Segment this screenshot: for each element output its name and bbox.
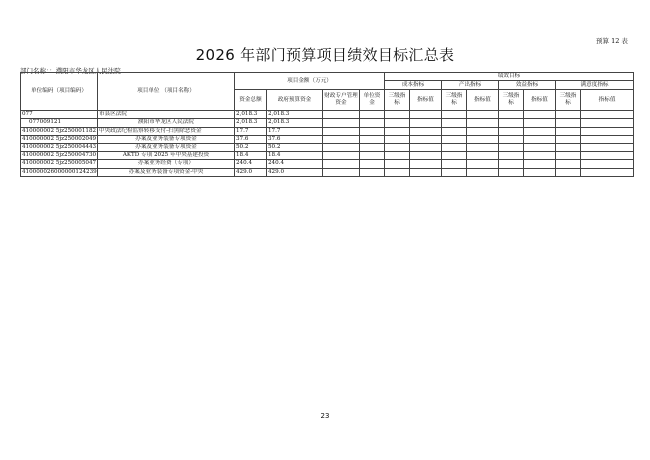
cell-gov-budget: 2,018.3 <box>267 119 323 127</box>
form-number: 预算 12 表 <box>596 37 628 45</box>
header-output-value: 指标值 <box>467 90 499 111</box>
cell-gov-budget: 37.6 <box>267 135 323 143</box>
cell-empty <box>581 152 634 160</box>
page-title: 2026 年部门预算项目绩效目标汇总表 <box>195 46 455 64</box>
cell-name: 办案业务经费（专项） <box>98 160 235 168</box>
header-unit-funds: 单位资金 <box>360 90 385 111</box>
cell-empty <box>442 119 467 127</box>
cell-empty <box>499 127 524 135</box>
cell-total: 429.0 <box>235 168 267 176</box>
cell-empty <box>467 127 499 135</box>
cell-empty <box>556 160 581 168</box>
cell-name: 市县区法院 <box>98 111 235 119</box>
cell-name: 办案及业务装备专项资金 <box>98 144 235 152</box>
header-cost-value: 指标值 <box>410 90 442 111</box>
cell-empty <box>385 135 410 143</box>
header-output: 产出指标 <box>442 81 499 90</box>
cell-empty <box>385 111 410 119</box>
cell-gov-budget: 2,018.3 <box>267 111 323 119</box>
cell-empty <box>323 111 360 119</box>
cell-empty <box>410 168 442 176</box>
table-row <box>21 168 634 176</box>
cell-empty <box>581 111 634 119</box>
cell-name: 中央政法纪检监察转移支付-扫黑除恶资金 <box>98 127 235 135</box>
cell-empty <box>323 168 360 176</box>
cell-empty <box>524 127 556 135</box>
cell-empty <box>556 127 581 135</box>
cell-empty <box>385 127 410 135</box>
cell-empty <box>467 152 499 160</box>
header-unit-code: 单位编码（项目编码） <box>21 73 98 111</box>
header-satisfaction: 满意度指标 <box>556 81 634 90</box>
table-row <box>21 127 634 135</box>
cell-code: 077 <box>21 111 98 119</box>
cell-empty <box>410 135 442 143</box>
cell-empty <box>524 144 556 152</box>
cell-empty <box>442 152 467 160</box>
cell-name: 办案及业务装备专项资金-中央 <box>98 168 235 176</box>
cell-empty <box>323 119 360 127</box>
cell-empty <box>499 119 524 127</box>
cell-total: 18.4 <box>235 152 267 160</box>
header-unit-name: 项目单位 （项目名称） <box>98 73 235 111</box>
cell-name: 办案及业务装备专项资金 <box>98 135 235 143</box>
cell-gov-budget: 429.0 <box>267 168 323 176</box>
cell-empty <box>581 135 634 143</box>
cell-empty <box>581 144 634 152</box>
page-number: 23 <box>320 412 330 420</box>
cell-empty <box>385 160 410 168</box>
cell-empty <box>323 152 360 160</box>
cell-empty <box>323 135 360 143</box>
cell-empty <box>499 144 524 152</box>
cell-code: 077009121 <box>21 119 98 127</box>
cell-empty <box>360 152 385 160</box>
cell-empty <box>360 160 385 168</box>
cell-total: 37.6 <box>235 135 267 143</box>
cell-empty <box>524 168 556 176</box>
cell-empty <box>581 127 634 135</box>
cell-empty <box>499 160 524 168</box>
cell-code: 410000002 5jz250004443 <box>22 144 97 151</box>
cell-empty <box>467 119 499 127</box>
cell-gov-budget: 17.7 <box>267 127 323 135</box>
cell-empty <box>556 135 581 143</box>
cell-empty <box>385 119 410 127</box>
cell-empty <box>360 144 385 152</box>
cell-empty <box>360 119 385 127</box>
cell-empty <box>499 111 524 119</box>
table-row <box>21 111 634 119</box>
cell-empty <box>442 160 467 168</box>
cell-empty <box>467 160 499 168</box>
header-satisfaction-value: 指标值 <box>581 90 634 111</box>
cell-gov-budget: 18.4 <box>267 152 323 160</box>
cell-empty <box>410 152 442 160</box>
cell-empty <box>323 160 360 168</box>
cell-empty <box>499 152 524 160</box>
cell-empty <box>442 111 467 119</box>
cell-empty <box>524 152 556 160</box>
cell-name: AKTD 专项 2025 年中央基建投资 <box>98 152 235 160</box>
cell-code: 410000002 5jz250001182 <box>22 127 97 134</box>
header-satisfaction-level3: 三级指标 <box>556 90 581 111</box>
cell-empty <box>499 135 524 143</box>
cell-total: 2,018.3 <box>235 111 267 119</box>
cell-total: 50.2 <box>235 144 267 152</box>
cell-total: 2,018.3 <box>235 119 267 127</box>
header-cost: 成本指标 <box>385 81 442 90</box>
header-effect-value: 指标值 <box>524 90 556 111</box>
cell-empty <box>442 135 467 143</box>
header-output-level3: 三级指标 <box>442 90 467 111</box>
header-effect-level3: 三级指标 <box>499 90 524 111</box>
cell-code: 410000002 5jz250005047 <box>22 160 97 167</box>
cell-empty <box>581 119 634 127</box>
cell-name: 濮阳市华龙区人民法院 <box>98 119 235 127</box>
cell-empty <box>556 168 581 176</box>
table-row <box>21 144 634 152</box>
cell-code: 410000026000000124239 <box>22 168 97 175</box>
table-row <box>21 135 634 143</box>
cell-empty <box>410 127 442 135</box>
cell-gov-budget: 50.2 <box>267 144 323 152</box>
cell-code: 410000002 5jz250004730 <box>22 152 97 159</box>
cell-empty <box>581 160 634 168</box>
cell-empty <box>410 111 442 119</box>
cell-empty <box>442 168 467 176</box>
table-row <box>21 119 634 127</box>
cell-code: 410000002 5jz250002049 <box>22 135 97 142</box>
cell-empty <box>556 111 581 119</box>
cell-empty <box>467 111 499 119</box>
cell-empty <box>360 127 385 135</box>
cell-empty <box>385 168 410 176</box>
cell-empty <box>442 127 467 135</box>
cell-empty <box>524 160 556 168</box>
header-performance-group: 绩效目标 <box>385 73 634 81</box>
cell-empty <box>385 144 410 152</box>
cell-empty <box>556 152 581 160</box>
cell-empty <box>360 168 385 176</box>
cell-empty <box>499 168 524 176</box>
table-row <box>21 160 634 168</box>
table-row <box>21 152 634 160</box>
cell-empty <box>410 144 442 152</box>
department-line: 部门名称：：濮阳市华龙区人民法院 <box>20 67 121 75</box>
cell-empty <box>467 135 499 143</box>
cell-empty <box>323 127 360 135</box>
cell-empty <box>556 119 581 127</box>
cell-empty <box>467 168 499 176</box>
header-effect: 效益指标 <box>499 81 556 90</box>
cell-empty <box>524 119 556 127</box>
performance-table <box>20 72 634 177</box>
header-special-fund: 财政专户管理资金 <box>323 90 360 111</box>
cell-empty <box>323 144 360 152</box>
table-body <box>21 111 634 177</box>
cell-empty <box>360 135 385 143</box>
header-amount-group: 项目金额（万元） <box>235 73 385 90</box>
header-total: 资金总额 <box>235 90 267 111</box>
cell-empty <box>524 135 556 143</box>
cell-empty <box>556 144 581 152</box>
cell-empty <box>385 152 410 160</box>
cell-empty <box>410 119 442 127</box>
cell-gov-budget: 240.4 <box>267 160 323 168</box>
cell-empty <box>581 168 634 176</box>
cell-total: 17.7 <box>235 127 267 135</box>
cell-empty <box>442 144 467 152</box>
cell-empty <box>524 111 556 119</box>
cell-empty <box>360 111 385 119</box>
cell-total: 240.4 <box>235 160 267 168</box>
table-header <box>21 73 634 111</box>
cell-empty <box>410 160 442 168</box>
cell-empty <box>467 144 499 152</box>
header-cost-level3: 三级指标 <box>385 90 410 111</box>
header-gov-budget: 政府预算资金 <box>267 90 323 111</box>
